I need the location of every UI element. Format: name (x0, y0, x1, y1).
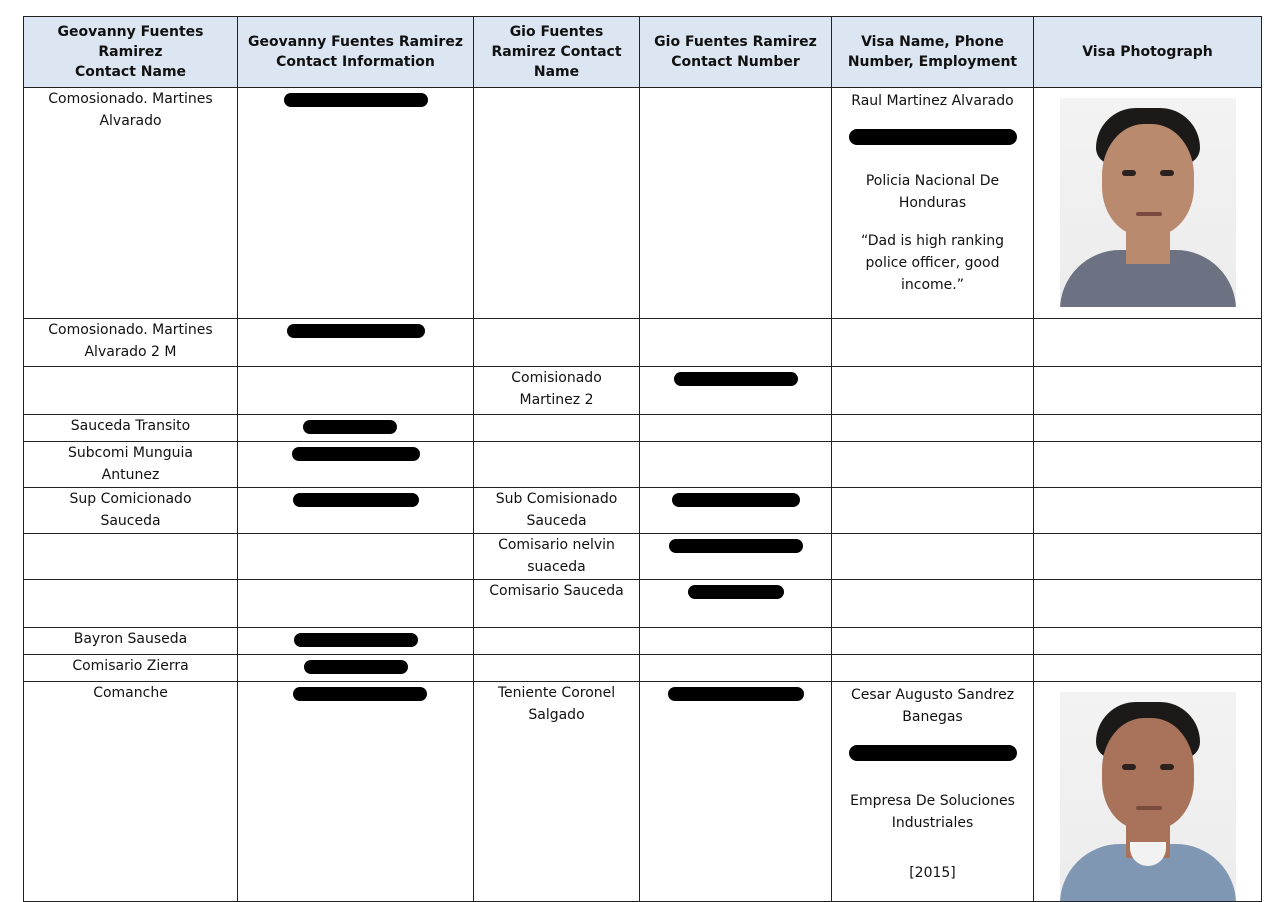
header-line: Number, Employment (847, 54, 1018, 70)
header-visa-info (832, 17, 1034, 88)
header-line: Name (533, 64, 580, 80)
visa-photo-cell (1034, 488, 1262, 534)
visa-name: Banegas (902, 709, 963, 725)
table-row (24, 580, 1262, 628)
photo-eye (1160, 764, 1174, 770)
redaction-bar (294, 633, 418, 647)
visa-info-cell (832, 682, 1034, 902)
redaction-bar (292, 447, 420, 461)
visa-note: [2015] (909, 865, 956, 881)
gio-contact-name: Salgado (528, 707, 585, 723)
table-row (24, 488, 1262, 534)
geo-contact-name: Sauceda (100, 513, 161, 529)
gio-contact-number-cell (640, 534, 832, 580)
header-gio-contact-number (640, 17, 832, 88)
photo-face (1102, 124, 1194, 236)
visa-photo-cell (1034, 415, 1262, 442)
redaction-bar (304, 660, 408, 674)
header-line: Geovanny Fuentes Ramirez (248, 34, 463, 50)
header-line: Contact Information (276, 54, 435, 70)
photo-face (1102, 718, 1194, 830)
gio-contact-number-cell (640, 628, 832, 655)
photo-mouth (1136, 806, 1162, 810)
geo-contact-name-cell (24, 88, 238, 319)
gio-contact-number-cell (640, 442, 832, 488)
header-label (1038, 42, 1257, 62)
visa-info-cell (832, 88, 1034, 319)
visa-note: income.” (901, 277, 964, 293)
redaction-bar (293, 493, 419, 507)
geo-contact-info-cell (238, 628, 474, 655)
geo-contact-name: Bayron Sauseda (73, 631, 188, 647)
redaction-bar (849, 745, 1017, 761)
photo-eye (1122, 170, 1136, 176)
visa-photo-cell (1034, 580, 1262, 628)
header-line: Gio Fuentes (509, 24, 604, 40)
geo-contact-name-cell (24, 682, 238, 902)
photo-mouth (1136, 212, 1162, 216)
geo-contact-name-cell (24, 534, 238, 580)
header-line: Contact Number (671, 54, 800, 70)
visa-employment: Policia Nacional De (865, 173, 1000, 189)
visa-info (836, 88, 1029, 296)
geo-contact-name: Sup Comicionado (69, 491, 192, 507)
gio-contact-number-cell (640, 580, 832, 628)
redaction-bar (688, 585, 784, 599)
visa-info (836, 682, 1029, 884)
header-gio-contact-name (474, 17, 640, 88)
header-label (644, 32, 827, 72)
gio-contact-name-cell (474, 628, 640, 655)
redaction-bar (668, 687, 804, 701)
geo-contact-name: Comosionado. Martines (48, 322, 213, 338)
table-row (24, 628, 1262, 655)
header-line: Geovanny Fuentes (57, 24, 204, 40)
gio-contact-number-cell (640, 319, 832, 367)
table-row (24, 655, 1262, 682)
geo-contact-info-cell (238, 88, 474, 319)
redaction-bar (284, 93, 428, 107)
table-row (24, 442, 1262, 488)
visa-photo-cell (1034, 442, 1262, 488)
visa-info-cell (832, 534, 1034, 580)
gio-contact-name-cell (474, 534, 640, 580)
header-geo-contact-name (24, 17, 238, 88)
header-line: Ramirez (98, 44, 163, 60)
header-line: Visa Name, Phone (861, 34, 1004, 50)
geo-contact-name: Sauceda Transito (70, 418, 191, 434)
gio-contact-name-cell (474, 319, 640, 367)
gio-contact-name-cell (474, 415, 640, 442)
redaction-bar (674, 372, 798, 386)
geo-contact-name: Antunez (101, 467, 160, 483)
visa-info-cell (832, 580, 1034, 628)
geo-contact-info-cell (238, 367, 474, 415)
visa-photo-cell (1034, 655, 1262, 682)
visa-photo-cell (1034, 88, 1262, 319)
gio-contact-name: Comisionado (511, 370, 602, 386)
redaction-bar (293, 687, 427, 701)
geo-contact-name-cell (24, 580, 238, 628)
gio-contact-name-cell (474, 367, 640, 415)
table-body (24, 88, 1262, 902)
visa-photo-2 (1060, 692, 1236, 901)
geo-contact-name: Comanche (93, 685, 168, 701)
geo-contact-info-cell (238, 319, 474, 367)
header-label (28, 22, 233, 82)
geo-contact-name: Alvarado (99, 113, 162, 129)
gio-contact-number-cell (640, 655, 832, 682)
gio-contact-name-cell (474, 488, 640, 534)
header-line: Visa Photograph (1082, 44, 1213, 60)
geo-contact-name-cell (24, 655, 238, 682)
visa-note: “Dad is high ranking (860, 233, 1005, 249)
redaction-bar (672, 493, 800, 507)
gio-contact-name: suaceda (527, 559, 586, 575)
geo-contact-info-cell (238, 415, 474, 442)
visa-photo-cell (1034, 319, 1262, 367)
gio-contact-name: Martinez 2 (519, 392, 594, 408)
header-label (836, 32, 1029, 72)
gio-contact-name-cell (474, 682, 640, 902)
visa-info-cell (832, 488, 1034, 534)
visa-photo-cell (1034, 682, 1262, 902)
table-row (24, 682, 1262, 902)
geo-contact-info-cell (238, 442, 474, 488)
visa-photo-cell (1034, 534, 1262, 580)
geo-contact-name: Comosionado. Martines (48, 91, 213, 107)
geo-contact-name-cell (24, 367, 238, 415)
visa-name: Cesar Augusto Sandrez (850, 687, 1015, 703)
visa-info-cell (832, 628, 1034, 655)
header-line: Gio Fuentes Ramirez (654, 34, 817, 50)
visa-photo-cell (1034, 367, 1262, 415)
gio-contact-name: Comisario Sauceda (489, 583, 624, 599)
visa-photo-cell (1034, 628, 1262, 655)
gio-contact-name: Teniente Coronel (497, 685, 616, 701)
visa-note: police officer, good (865, 255, 1000, 271)
geo-contact-name-cell (24, 488, 238, 534)
header-line: Ramirez Contact (491, 44, 622, 60)
geo-contact-name: Subcomi Munguia (68, 445, 193, 461)
contacts-table (23, 16, 1262, 902)
header-row (24, 17, 1262, 88)
visa-info-cell (832, 319, 1034, 367)
geo-contact-name: Alvarado 2 M (84, 344, 177, 360)
geo-contact-name-cell (24, 628, 238, 655)
visa-info-cell (832, 655, 1034, 682)
visa-info-cell (832, 367, 1034, 415)
table-row (24, 534, 1262, 580)
header-label (242, 32, 469, 72)
geo-contact-name-cell (24, 442, 238, 488)
header-line: Contact Name (74, 64, 187, 80)
photo-eye (1122, 764, 1136, 770)
gio-contact-name-cell (474, 442, 640, 488)
visa-name: Raul Martinez Alvarado (851, 93, 1014, 109)
gio-contact-name: Sauceda (526, 513, 587, 529)
redaction-bar (303, 420, 397, 434)
gio-contact-number-cell (640, 488, 832, 534)
geo-contact-info-cell (238, 580, 474, 628)
gio-contact-name-cell (474, 88, 640, 319)
header-label (478, 22, 635, 82)
geo-contact-name: Comisario Zierra (72, 658, 189, 674)
redaction-bar (849, 129, 1017, 145)
gio-contact-number-cell (640, 367, 832, 415)
visa-info-cell (832, 442, 1034, 488)
header-visa-photo (1034, 17, 1262, 88)
geo-contact-info-cell (238, 534, 474, 580)
visa-employment: Honduras (898, 195, 967, 211)
geo-contact-name-cell (24, 415, 238, 442)
gio-contact-name: Sub Comisionado (495, 491, 618, 507)
table-row (24, 367, 1262, 415)
gio-contact-name: Comisario nelvin (498, 537, 615, 553)
table-row (24, 415, 1262, 442)
gio-contact-name-cell (474, 655, 640, 682)
redaction-bar (287, 324, 425, 338)
gio-contact-number-cell (640, 415, 832, 442)
visa-info-cell (832, 415, 1034, 442)
visa-photo-1 (1060, 98, 1236, 307)
table-row (24, 88, 1262, 319)
geo-contact-name-cell (24, 319, 238, 367)
visa-employment: Empresa De Soluciones (850, 793, 1015, 809)
geo-contact-info-cell (238, 655, 474, 682)
gio-contact-number-cell (640, 682, 832, 902)
header-geo-contact-info (238, 17, 474, 88)
gio-contact-name-cell (474, 580, 640, 628)
photo-eye (1160, 170, 1174, 176)
visa-employment: Industriales (891, 815, 974, 831)
gio-contact-number-cell (640, 88, 832, 319)
geo-contact-info-cell (238, 488, 474, 534)
redaction-bar (669, 539, 803, 553)
table-row (24, 319, 1262, 367)
geo-contact-info-cell (238, 682, 474, 902)
